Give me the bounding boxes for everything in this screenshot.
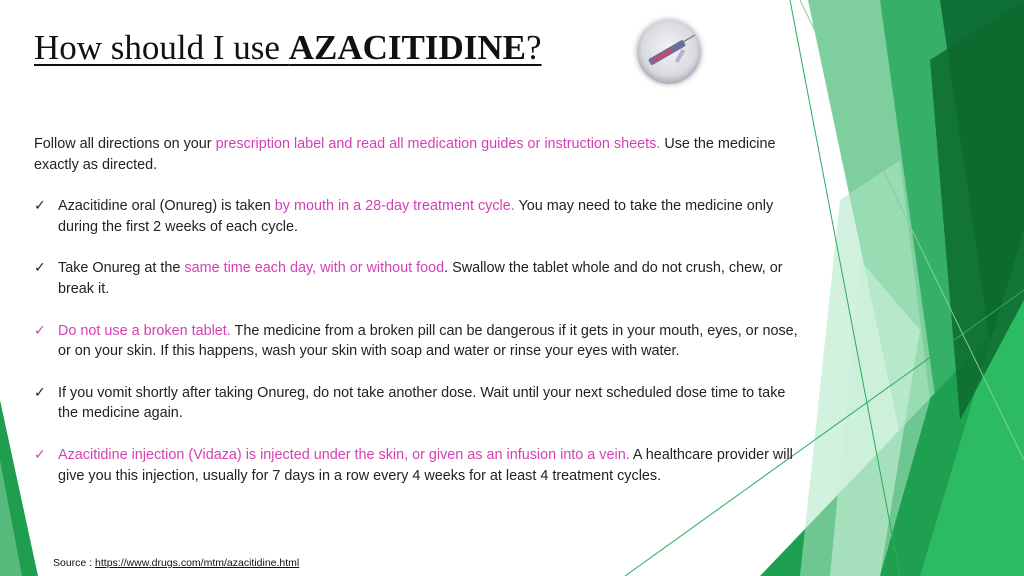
list-item xyxy=(34,258,809,299)
list-item xyxy=(34,445,809,486)
checkmark-icon: ✓ xyxy=(34,446,46,463)
bullet-text-end: The medicine from a broken pill can be dangerous if it gets in your mouth, eyes, or nose, or on your skin. If this happens, wash your skin with soap and water or rinse your eyes with water. xyxy=(58,322,798,360)
title-drug-name: AZACITIDINE xyxy=(288,28,526,67)
bullet-text: Take Onureg at the xyxy=(58,260,185,277)
syringe-photo-icon xyxy=(637,20,701,84)
intro-text-end: Use the medicine exactly as directed. xyxy=(34,136,776,173)
bullet-highlight: Do not use a broken tablet. xyxy=(58,322,231,339)
list-item xyxy=(34,383,809,424)
bullet-highlight: Azacitidine injection (Vidaza) is injected under the skin, or given as an infusion into a vein. xyxy=(58,446,630,463)
list-item xyxy=(34,196,809,237)
bullet-text-end: You may need to take the medicine only during the first 2 weeks of each cycle. xyxy=(58,198,774,235)
bullet-text-end: A healthcare provider will give you this injection, usually for 7 days in a row every 4 weeks for at least 4 treatment cycles. xyxy=(58,446,793,484)
checkmark-icon: ✓ xyxy=(34,384,46,401)
source-label: Source : xyxy=(53,557,96,569)
intro-text: Follow all directions on your xyxy=(34,136,216,152)
intro-highlight: prescription label and read all medication guides or instruction sheets. xyxy=(215,136,661,152)
bullet-highlight: same time each day, with or without food xyxy=(184,260,445,277)
bullet-text: Azacitidine oral (Onureg) is taken xyxy=(58,198,275,215)
bullet-text: If you vomit shortly after taking Onureg, do not take another dose. Wait until your next scheduled dose time to take the medicine again. xyxy=(58,384,786,422)
page-title xyxy=(34,28,542,68)
source-citation xyxy=(53,557,299,569)
title-prefix: How should I use xyxy=(34,28,289,67)
checkmark-icon: ✓ xyxy=(34,260,46,277)
intro-paragraph xyxy=(34,134,809,175)
list-item xyxy=(34,321,809,362)
bullet-highlight: by mouth in a 28-day treatment cycle. xyxy=(274,198,515,215)
checkmark-icon: ✓ xyxy=(34,198,46,215)
title-suffix: ? xyxy=(526,28,542,67)
bullet-text-end: . Swallow the tablet whole and do not crush, chew, or break it. xyxy=(58,260,783,297)
source-link[interactable]: https://www.drugs.com/mtm/azacitidine.html xyxy=(95,557,300,569)
instructions-body xyxy=(34,134,809,507)
checkmark-icon: ✓ xyxy=(34,322,46,339)
